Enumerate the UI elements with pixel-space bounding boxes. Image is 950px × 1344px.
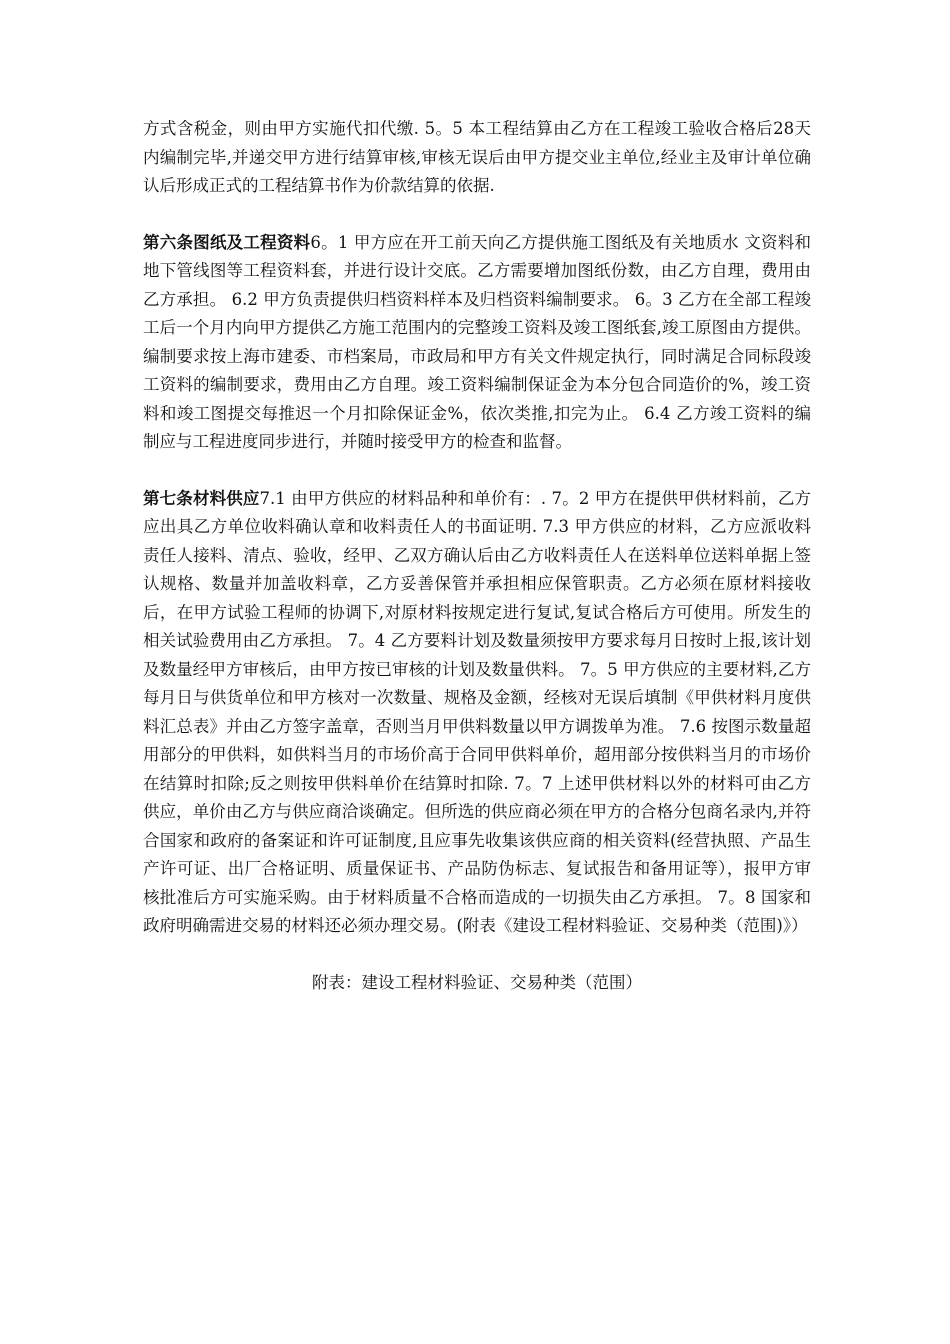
appendix-caption-text: 附表：建设工程材料验证、交易种类（范围）	[312, 972, 642, 992]
article-7-heading: 第七条材料供应	[143, 488, 260, 508]
article-6-body: 6。1 甲方应在开工前天向乙方提供施工图纸及有关地质水 文资料和地下管线图等工程资料套，并进行设计交底。乙方需要增加图纸份数，由乙方自理，费用由乙方承担。 6.2 甲方负责提供归档资料样本及归档资料编制要求。 6。3 乙方在全部工程竣工后一个月内向甲方提供乙方施工范围内的完整竣工资料及竣工图纸套,竣工原图由方提供。编制要求按上海市建委、市档案局，市政局和甲方有关文件规定执行，同时满足合同标段竣工资料的编制要求，费用由乙方自理。竣工资料编制保证金为本分包合同造价的%，竣工资料和竣工图提交每推迟一个月扣除保证金%，依次类推,扣完为止。 6.4 乙方竣工资料的编制应与工程进度同步进行，并随时接受甲方的检查和监督。	[143, 232, 811, 451]
article-7-body: 7.1 由甲方供应的材料品种和单价有：. 7。2 甲方在提供甲供材料前，乙方应出具乙方单位收料确认章和收料责任人的书面证明. 7.3 甲方供应的材料，乙方应派收料责任人接料、清点、验收，经甲、乙双方确认后由乙方收料责任人在送料单位送料单据上签认规格、数量并加盖收料章，乙方妥善保管并承担相应保管职责。乙方必须在原材料接收后，在甲方试验工程师的协调下,对原材料按规定进行复试,复试合格后方可使用。所发生的相关试验费用由乙方承担。 7。4 乙方要料计划及数量须按甲方要求每月日按时上报,该计划及数量经甲方审核后，由甲方按已审核的计划及数量供料。 7。5 甲方供应的主要材料,乙方每月日与供货单位和甲方核对一次数量、规格及金额，经核对无误后填制《甲供材料月度供料汇总表》并由乙方签字盖章，否则当月甲供料数量以甲方调拨单为准。 7.6 按图示数量超用部分的甲供料，如供料当月的市场价高于合同甲供料单价，超用部分按供料当月的市场价在结算时扣除;反之则按甲供料单价在结算时扣除. 7。7 上述甲供材料以外的材料可由乙方供应，单价由乙方与供应商洽谈确定。但所选的供应商必须在甲方的合格分包商名录内,并符合国家和政府的备案证和许可证制度,且应事先收集该供应商的相关资料(经营执照、产品生产许可证、出厂合格证明、质量保证书、产品防伪标志、复试报告和备用证等），报甲方审核批准后方可实施采购。由于材料质量不合格而造成的一切损失由乙方承担。 7。8 国家和政府明确需进交易的材料还必须办理交易。(附表《建设工程材料验证、交易种类（范围)》）	[143, 488, 812, 935]
document-page	[143, 115, 811, 997]
section-intro	[143, 115, 811, 201]
section-article-7	[143, 485, 811, 941]
intro-text: 方式含税金，则由甲方实施代扣代缴. 5。5 本工程结算由乙方在工程竣工验收合格后28天内编制完毕,并递交甲方进行结算审核,审核无误后由甲方提交业主单位,经业主及审计单位确认后形成正式的工程结算书作为价款结算的依据.	[143, 119, 811, 195]
section-article-6	[143, 229, 811, 457]
appendix-caption	[143, 969, 811, 998]
article-6-heading: 第六条图纸及工程资料	[143, 232, 311, 252]
